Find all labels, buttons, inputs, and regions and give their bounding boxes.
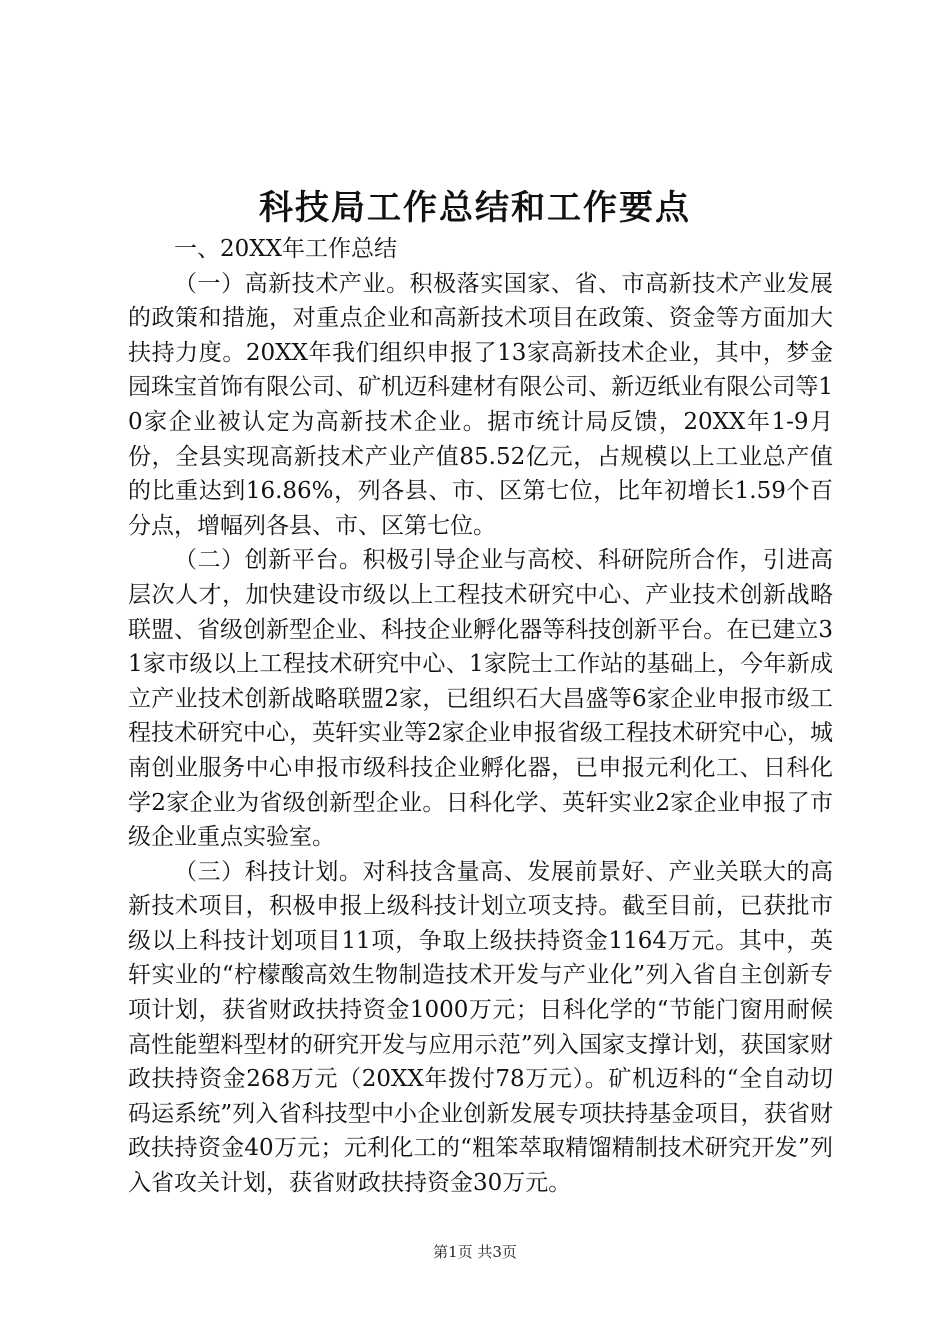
page-footer: 第1页 共3页	[433, 1243, 517, 1261]
document-body	[128, 232, 833, 1201]
section-heading: 一、20XX年工作总结	[174, 236, 398, 262]
paragraph-innovation-platform: （二）创新平台。积极引导企业与高校、科研院所合作，引进高层次人才，加快建设市级以上工程技术研究中心、产业技术创新战略联盟、省级创新型企业、科技企业孵化器等科技创新平台。在已建立31家市级以上工程技术研究中心、1家院士工作站的基础上，今年新成立产业技术创新战略联盟2家，已组织石大昌盛等6家企业申报市级工程技术研究中心，英轩实业等2家企业申报省级工程技术研究中心，城南创业服务中心申报市级科技企业孵化器，已申报元利化工、日科化学2家企业为省级创新型企业。日科化学、英轩实业2家企业申报了市级企业重点实验室。	[128, 547, 833, 851]
paragraph-high-tech-industry: （一）高新技术产业。积极落实国家、省、市高新技术产业发展的政策和措施，对重点企业和高新技术项目在政策、资金等方面加大扶持力度。20XX年我们组织申报了13家高新技术企业，其中，梦金园珠宝首饰有限公司、矿机迈科建材有限公司、新迈纸业有限公司等10家企业被认定为高新技术企业。据市统计局反馈，20XX年1-9月份，全县实现高新技术产业产值85.52亿元，占规模以上工业总产值的比重达到16.86%，列各县、市、区第七位，比年初增长1.59个百分点，增幅列各县、市、区第七位。	[128, 270, 833, 539]
document-title: 科技局工作总结和工作要点	[259, 188, 691, 228]
paragraph-science-technology-plan: （三）科技计划。对科技含量高、发展前景好、产业关联大的高新技术项目，积极申报上级科技计划立项支持。截至目前，已获批市级以上科技计划项目11项，争取上级扶持资金1164万元。其中，英轩实业的“柠檬酸高效生物制造技术开发与产业化”列入省自主创新专项计划，获省财政扶持资金1000万元；日科化学的“节能门窗用耐候高性能塑料型材的研究开发与应用示范”列入国家支撑计划，获国家财政扶持资金268万元（20XX年拨付78万元）。矿机迈科的“全自动切码运系统”列入省科技型中小企业创新发展专项扶持基金项目，获省财政扶持资金40万元；元利化工的“粗笨萃取精馏精制技术研究开发”列入省攻关计划，获省财政扶持资金30万元。	[128, 858, 833, 1197]
